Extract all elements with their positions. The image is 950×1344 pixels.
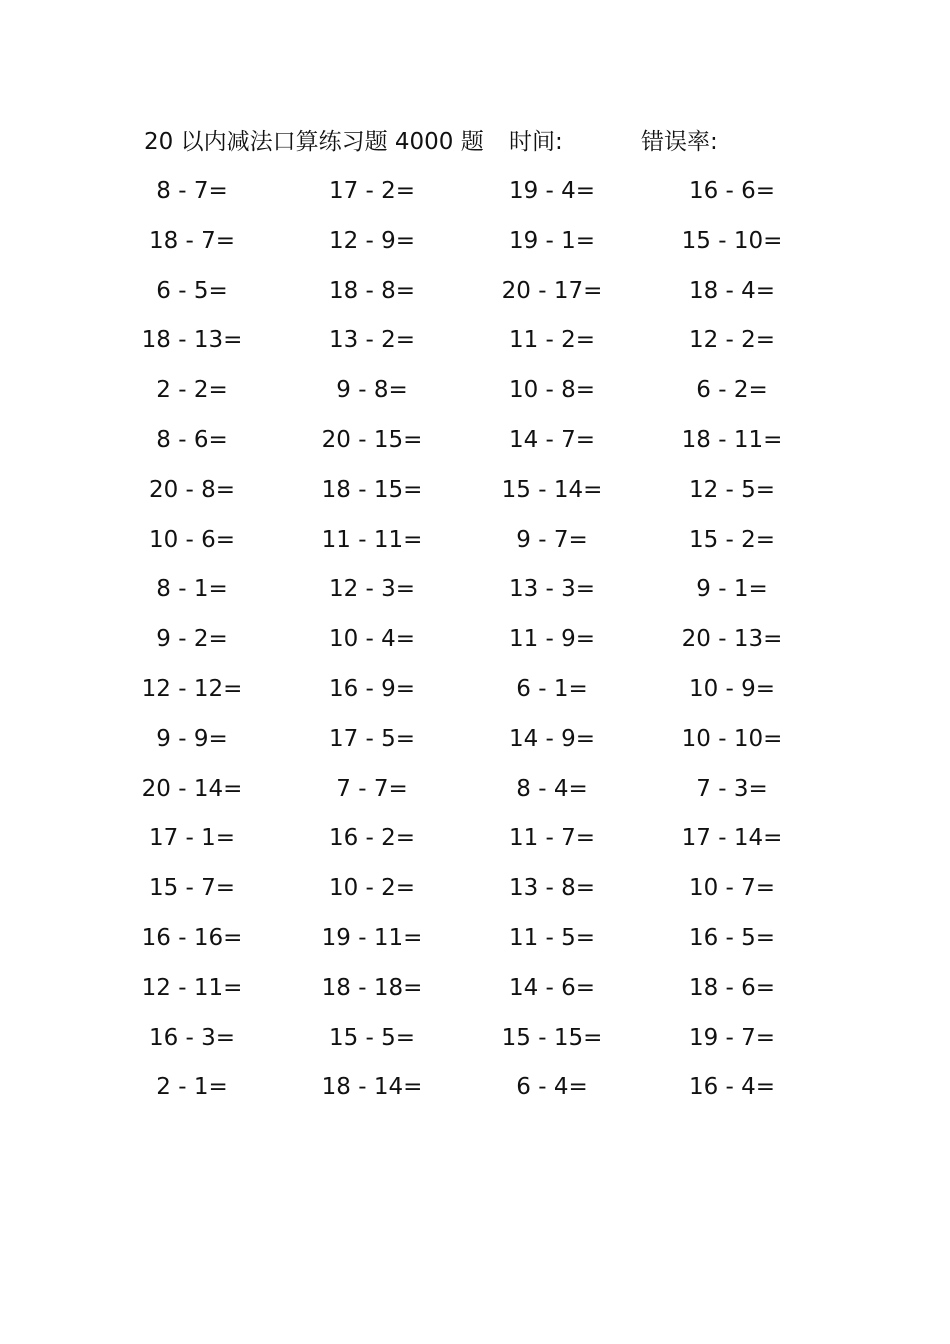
problem-item: 15 - 15= xyxy=(501,1024,603,1051)
problem-item: 18 - 18= xyxy=(321,974,423,1001)
problem-item: 10 - 10= xyxy=(681,725,783,752)
problem-item: 18 - 15= xyxy=(321,476,423,503)
problem-item: 19 - 1= xyxy=(508,227,596,254)
problem-item: 17 - 1= xyxy=(148,825,236,852)
problem-item: 9 - 7= xyxy=(516,526,588,553)
problem-item: 18 - 11= xyxy=(681,426,783,453)
problem-row xyxy=(0,970,950,1020)
problem-item: 18 - 6= xyxy=(688,974,776,1001)
problem-item: 11 - 9= xyxy=(508,626,596,653)
problem-item: 17 - 14= xyxy=(681,825,783,852)
problem-row xyxy=(0,472,950,522)
problem-item: 16 - 9= xyxy=(328,675,416,702)
problem-item: 6 - 2= xyxy=(696,377,768,404)
problem-item: 10 - 6= xyxy=(148,526,236,553)
problem-item: 16 - 4= xyxy=(688,1074,776,1101)
problem-item: 11 - 2= xyxy=(508,327,596,354)
problem-item: 18 - 4= xyxy=(688,277,776,304)
problem-item: 16 - 3= xyxy=(148,1024,236,1051)
problem-item: 9 - 2= xyxy=(156,626,228,653)
problem-item: 8 - 4= xyxy=(516,775,588,802)
problem-item: 15 - 2= xyxy=(688,526,776,553)
problem-item: 18 - 13= xyxy=(141,327,243,354)
problem-row xyxy=(0,372,950,422)
problem-item: 10 - 2= xyxy=(328,875,416,902)
problem-row xyxy=(0,571,950,621)
problem-item: 15 - 14= xyxy=(501,476,603,503)
problem-item: 6 - 1= xyxy=(516,675,588,702)
worksheet-title: 20 以内减法口算练习题 4000 题 xyxy=(144,129,484,155)
problem-item: 15 - 10= xyxy=(681,227,783,254)
worksheet-header xyxy=(144,126,844,158)
problem-row xyxy=(0,771,950,821)
problem-item: 9 - 9= xyxy=(156,725,228,752)
problem-item: 12 - 9= xyxy=(328,227,416,254)
problem-item: 9 - 8= xyxy=(336,377,408,404)
problem-item: 17 - 2= xyxy=(328,178,416,204)
problem-item: 10 - 9= xyxy=(688,675,776,702)
problem-row xyxy=(0,671,950,721)
problem-item: 10 - 4= xyxy=(328,626,416,653)
problem-item: 19 - 7= xyxy=(688,1024,776,1051)
problem-item: 16 - 5= xyxy=(688,924,776,951)
problem-item: 18 - 14= xyxy=(321,1074,423,1101)
problem-item: 13 - 8= xyxy=(508,875,596,902)
problem-item: 17 - 5= xyxy=(328,725,416,752)
problem-item: 15 - 7= xyxy=(148,875,236,902)
problem-item: 20 - 13= xyxy=(681,626,783,653)
problem-item: 15 - 5= xyxy=(328,1024,416,1051)
problem-item: 18 - 7= xyxy=(148,227,236,254)
problem-row xyxy=(0,322,950,372)
problem-item: 6 - 5= xyxy=(156,277,228,304)
problem-row xyxy=(0,522,950,572)
problem-item: 10 - 7= xyxy=(688,875,776,902)
problem-row xyxy=(0,173,950,223)
problem-item: 2 - 1= xyxy=(156,1074,228,1101)
problem-item: 12 - 2= xyxy=(688,327,776,354)
problem-item: 14 - 7= xyxy=(508,426,596,453)
problem-item: 12 - 12= xyxy=(141,675,243,702)
problem-item: 13 - 3= xyxy=(508,576,596,603)
problem-item: 7 - 7= xyxy=(336,775,408,802)
problem-item: 20 - 8= xyxy=(148,476,236,503)
problem-row xyxy=(0,721,950,771)
problem-item: 18 - 8= xyxy=(328,277,416,304)
problem-item: 19 - 11= xyxy=(321,924,423,951)
problem-item: 6 - 4= xyxy=(516,1074,588,1101)
problem-item: 8 - 1= xyxy=(156,576,228,603)
problem-item: 20 - 14= xyxy=(141,775,243,802)
problem-row xyxy=(0,870,950,920)
problem-item: 14 - 9= xyxy=(508,725,596,752)
problem-row xyxy=(0,422,950,472)
problem-item: 12 - 3= xyxy=(328,576,416,603)
problem-grid xyxy=(0,173,950,1119)
problem-item: 12 - 5= xyxy=(688,476,776,503)
problem-item: 8 - 7= xyxy=(156,178,228,204)
problem-row xyxy=(0,1020,950,1070)
problem-item: 9 - 1= xyxy=(696,576,768,603)
problem-item: 11 - 7= xyxy=(508,825,596,852)
problem-row xyxy=(0,223,950,273)
time-label: 时间: xyxy=(509,129,563,155)
problem-item: 19 - 4= xyxy=(508,178,596,204)
problem-item: 16 - 16= xyxy=(141,924,243,951)
problem-item: 10 - 8= xyxy=(508,377,596,404)
problem-item: 7 - 3= xyxy=(696,775,768,802)
problem-item: 16 - 2= xyxy=(328,825,416,852)
error-rate-label: 错误率: xyxy=(641,129,718,155)
problem-item: 13 - 2= xyxy=(328,327,416,354)
problem-item: 14 - 6= xyxy=(508,974,596,1001)
problem-item: 12 - 11= xyxy=(141,974,243,1001)
problem-row xyxy=(0,820,950,870)
problem-item: 2 - 2= xyxy=(156,377,228,404)
problem-item: 16 - 6= xyxy=(688,178,776,204)
problem-row xyxy=(0,621,950,671)
problem-item: 11 - 11= xyxy=(321,526,423,553)
problem-row xyxy=(0,1069,950,1119)
problem-item: 11 - 5= xyxy=(508,924,596,951)
problem-item: 20 - 15= xyxy=(321,426,423,453)
problem-item: 20 - 17= xyxy=(501,277,603,304)
problem-row xyxy=(0,920,950,970)
problem-row xyxy=(0,273,950,323)
problem-item: 8 - 6= xyxy=(156,426,228,453)
